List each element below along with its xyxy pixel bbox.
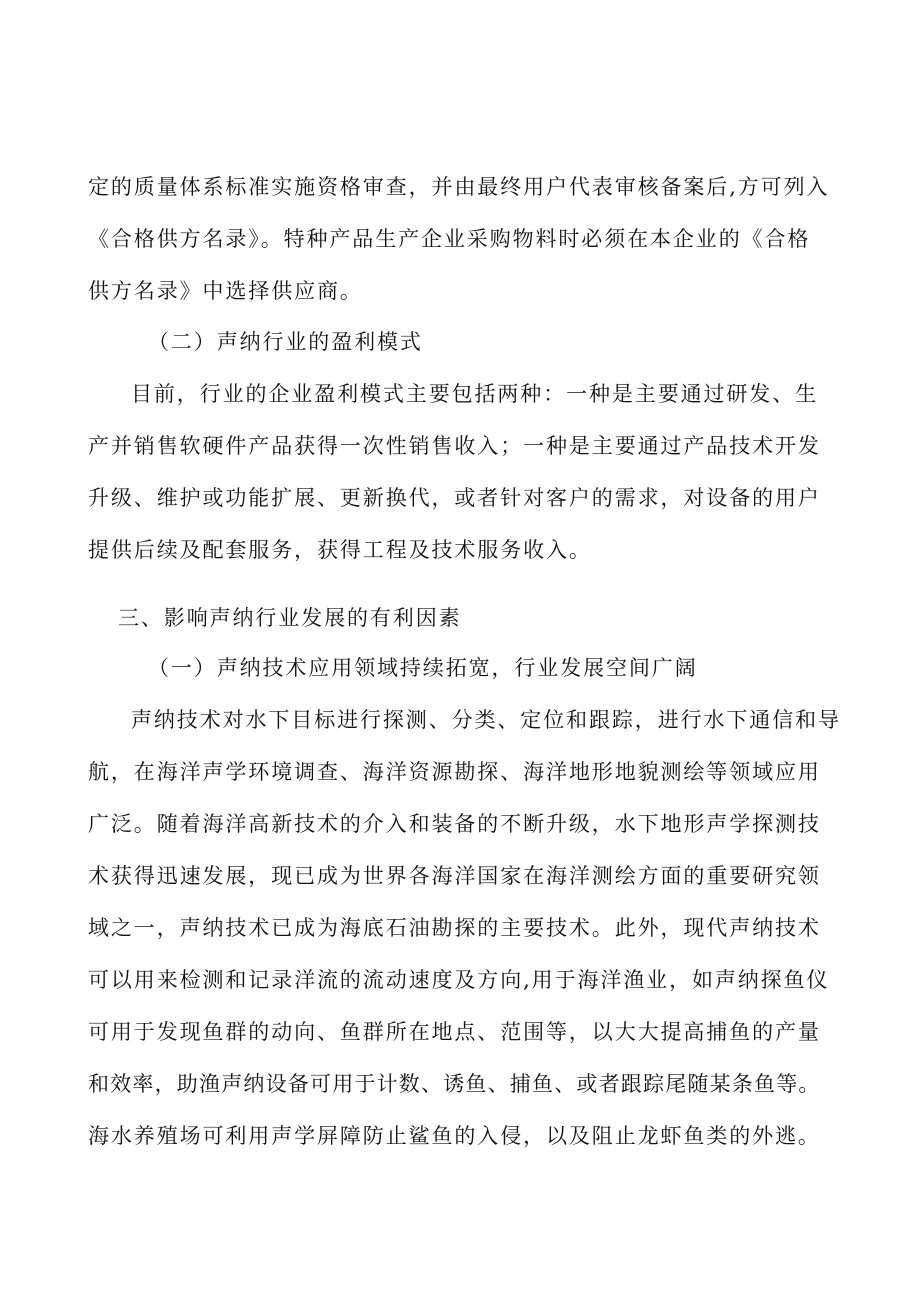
paragraph-line: 可以用来检测和记录洋流的流动速度及方向,用于海洋渔业，如声纳探鱼仪 — [88, 968, 830, 992]
paragraph-line: 升级、维护或功能扩展、更新换代，或者针对客户的需求，对设备的用户 — [88, 486, 821, 510]
paragraph-line: 可用于发现鱼群的动向、鱼群所在地点、范围等，以大大提高捕鱼的产量 — [88, 1020, 821, 1044]
paragraph-line: 海水养殖场可利用声学屏障防止鲨鱼的入侵，以及阻止龙虾鱼类的外逃。 — [88, 1124, 821, 1148]
section-heading: （一）声纳技术应用领域持续拓宽，行业发展空间广阔 — [148, 656, 698, 680]
paragraph-line: 供方名录》中选择供应商。 — [88, 279, 363, 303]
paragraph-line: 产并销售软硬件产品获得一次性销售收入；一种是主要通过产品技术开发 — [88, 434, 821, 458]
paragraph-line: 和效率，助渔声纳设备可用于计数、诱鱼、捕鱼、或者跟踪尾随某条鱼等。 — [88, 1072, 821, 1096]
paragraph-line: 《合格供方名录》。特种产品生产企业采购物料时必须在本企业的《合格 — [88, 227, 811, 251]
paragraph-line: 定的质量体系标准实施资格审查，并由最终用户代表审核备案后,方可列入 — [88, 175, 830, 199]
chapter-heading: 三、影响声纳行业发展的有利因素 — [118, 606, 462, 630]
paragraph-line: 声纳技术对水下目标进行探测、分类、定位和跟踪，进行水下通信和导 — [131, 708, 841, 732]
paragraph-line: 提供后续及配套服务，获得工程及技术服务收入。 — [88, 538, 592, 562]
paragraph-line: 域之一，声纳技术已成为海底石油勘探的主要技术。此外，现代声纳技术 — [88, 916, 821, 940]
paragraph-line: 广泛。随着海洋高新技术的介入和装备的不断升级，水下地形声学探测技 — [88, 812, 821, 836]
section-heading: （二）声纳行业的盈利模式 — [148, 330, 423, 354]
paragraph-line: 航，在海洋声学环境调查、海洋资源勘探、海洋地形地貌测绘等领域应用 — [88, 760, 821, 784]
paragraph-line: 目前，行业的企业盈利模式主要包括两种：一种是主要通过研发、生 — [131, 382, 818, 406]
paragraph-line: 术获得迅速发展，现已成为世界各海洋国家在海洋测绘方面的重要研究领 — [88, 864, 821, 888]
